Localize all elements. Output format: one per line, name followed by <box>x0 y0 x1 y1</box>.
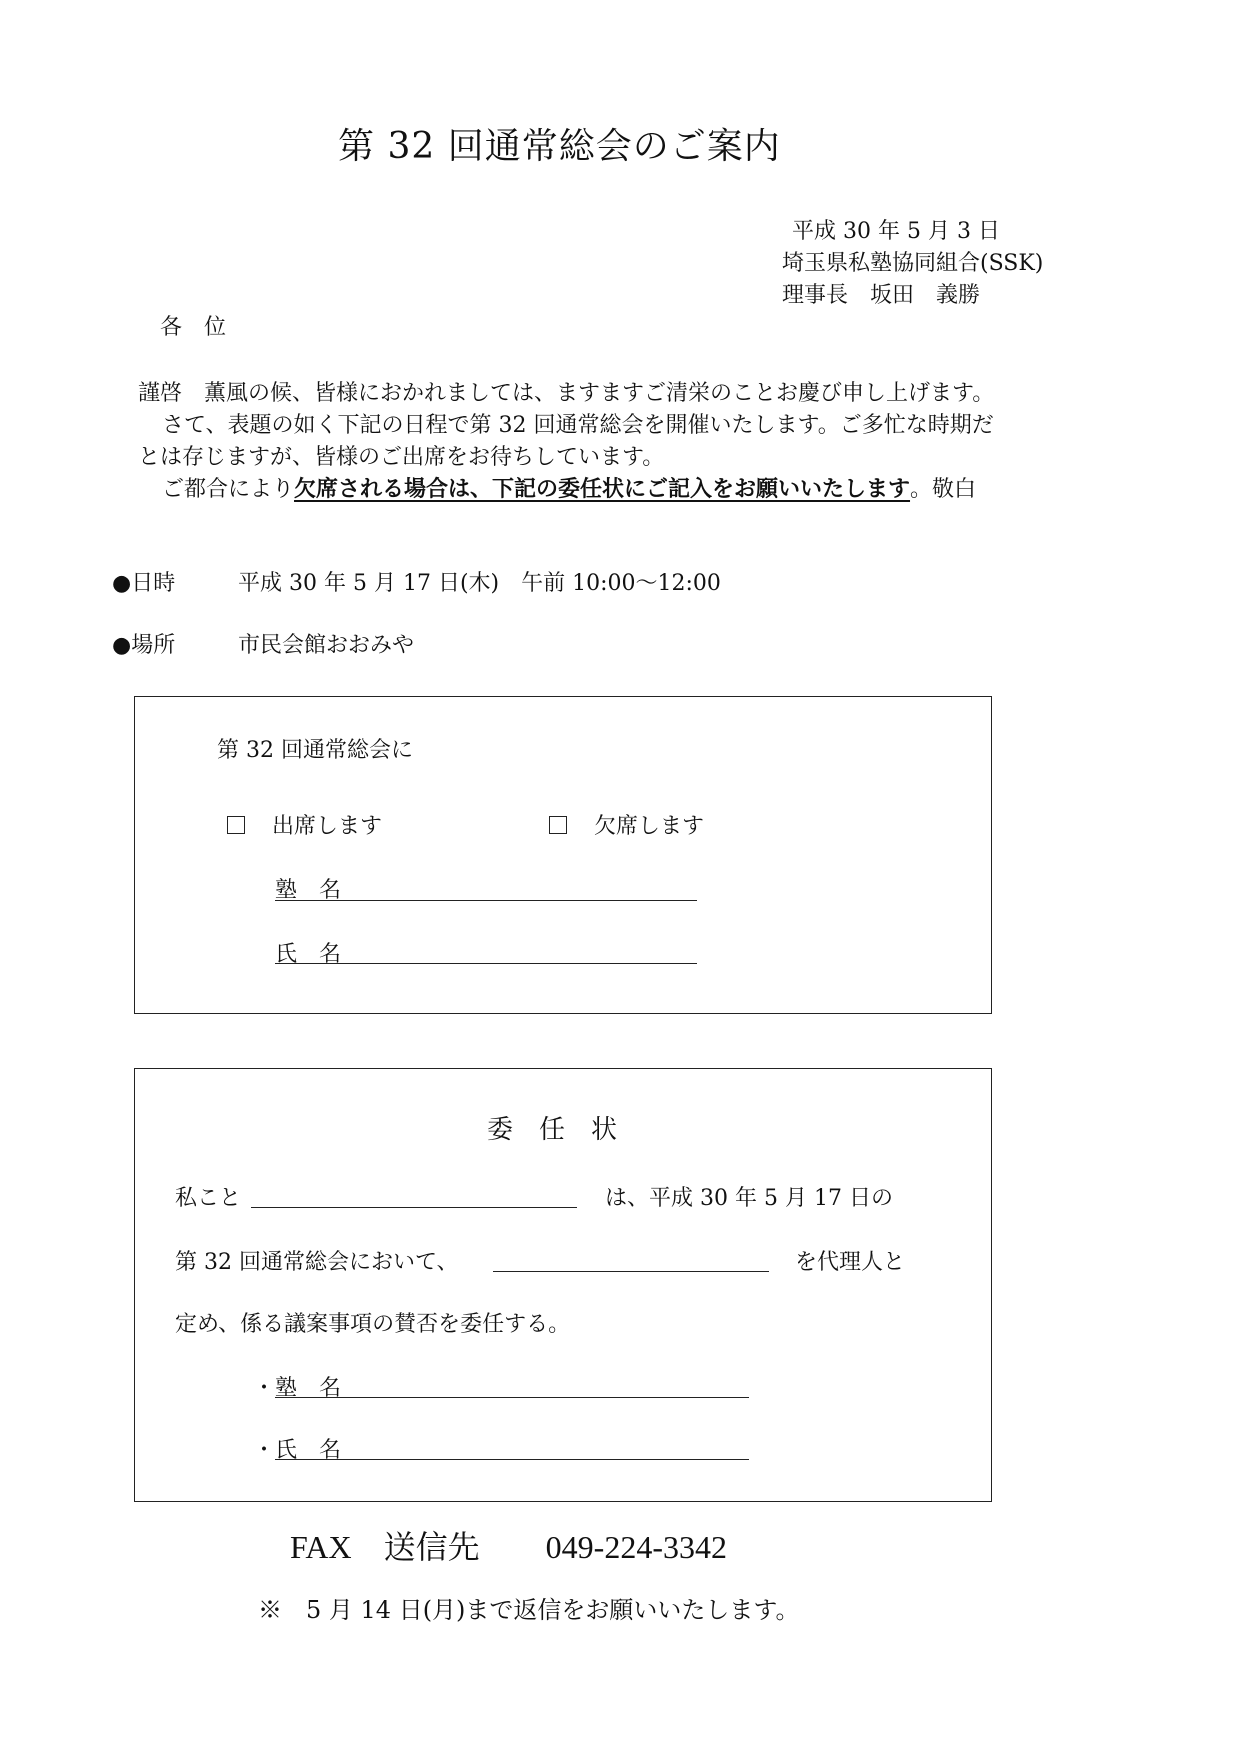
school-name-field[interactable] <box>275 900 697 901</box>
datetime-value: 平成 30 年 5 月 17 日(木) 午前 10:00～12:00 <box>238 571 721 596</box>
proxy-line-2-pre: 第 32 回通常総会において、 <box>175 1250 459 1275</box>
reply-deadline-note: ※ 5 月 14 日(月)まで返信をお願いいたします。 <box>258 1596 800 1624</box>
proxy-line-1-pre: 私こと <box>175 1186 242 1211</box>
signatory: 理事長 坂田 義勝 <box>782 283 981 308</box>
attend-label: 出席します <box>272 814 383 839</box>
body-line-2: さて、表題の如く下記の日程で第 32 回通常総会を開催いたします。ご多忙な時期だ <box>162 413 994 438</box>
proxy-line-1-post: は、平成 30 年 5 月 17 日の <box>605 1186 893 1211</box>
addressee: 各 位 <box>160 315 227 340</box>
absence-instruction: 欠席される場合は、下記の委任状にご記入をお願いいたします <box>294 476 911 502</box>
issue-date: 平成 30 年 5 月 3 日 <box>792 219 1000 244</box>
attendance-reply-box <box>134 696 992 1014</box>
datetime-label: ●日時 <box>112 571 176 596</box>
person-name-label: 氏 名 <box>275 942 342 967</box>
proxy-school-name-field[interactable] <box>275 1397 749 1398</box>
attend-checkbox[interactable] <box>227 816 245 834</box>
place-value: 市民会館おおみや <box>238 633 415 658</box>
proxy-line-2-post: を代理人と <box>795 1250 906 1275</box>
fax-line <box>290 1522 727 1568</box>
proxy-form-box <box>134 1068 992 1502</box>
body-line-3: とは存じますが、皆様のご出席をお待ちしています。 <box>138 445 665 470</box>
person-name-field[interactable] <box>275 963 697 964</box>
proxy-school-name-label: ・塾 名 <box>253 1376 342 1401</box>
proxy-agent-field[interactable] <box>493 1271 769 1272</box>
organization-name: 埼玉県私塾協同組合(SSK) <box>782 251 1044 276</box>
attendance-heading: 第 32 回通常総会に <box>217 738 413 763</box>
place-label: ●場所 <box>112 633 176 658</box>
body-line-4 <box>162 472 976 503</box>
proxy-line-3: 定め、係る議案事項の賛否を委任する。 <box>175 1312 571 1337</box>
attend-option[interactable] <box>227 809 382 840</box>
body-line-4-pre: ご都合により <box>162 477 295 502</box>
proxy-title: 委 任 状 <box>487 1115 618 1145</box>
page-title: 第 32 回通常総会のご案内 <box>338 126 781 167</box>
fax-number: 049-224-3342 <box>545 1529 727 1565</box>
proxy-person-name-field[interactable] <box>275 1459 749 1460</box>
principal-name-field[interactable] <box>251 1207 577 1208</box>
proxy-person-name-label: ・氏 名 <box>253 1438 342 1463</box>
absent-label: 欠席します <box>594 814 705 839</box>
greeting-line: 謹啓 薫風の候、皆様におかれましては、ますますご清栄のことお慶び申し上げます。 <box>138 381 995 406</box>
fax-label: FAX 送信先 <box>290 1529 480 1565</box>
absent-checkbox[interactable] <box>549 816 567 834</box>
absent-option[interactable] <box>549 809 704 840</box>
body-line-4-post: 。敬白 <box>910 477 977 502</box>
school-name-label: 塾 名 <box>275 878 342 903</box>
